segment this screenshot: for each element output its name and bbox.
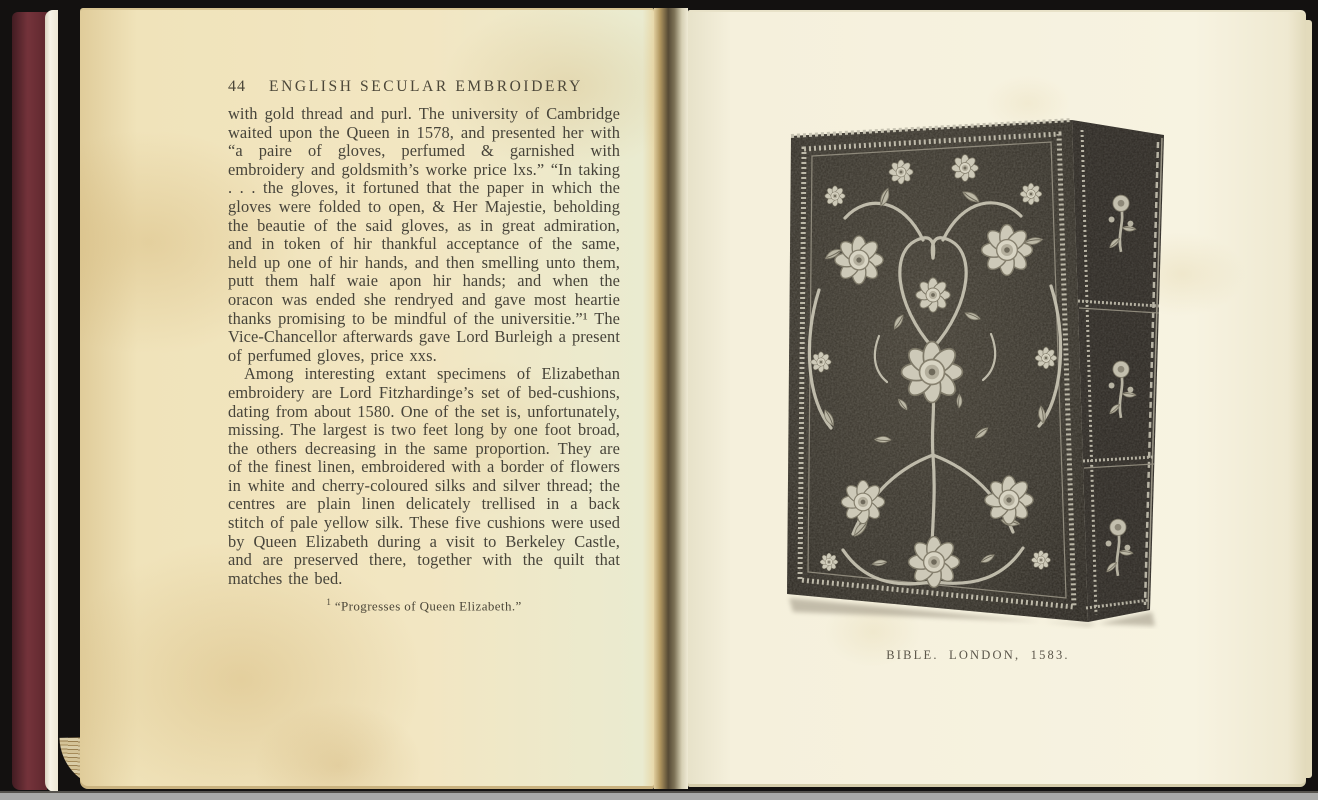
page-edge-right: [1306, 20, 1312, 778]
page-edge-white: [45, 10, 58, 792]
scanner-bed-strip: [0, 793, 1318, 800]
left-page: [80, 8, 654, 789]
plate-caption: BIBLE. LONDON, 1583.: [886, 648, 1070, 662]
plate-photo-embroidered-bible: [783, 110, 1183, 645]
book-cover-spine-left: [12, 12, 47, 790]
paragraph: Among interesting extant specimens of Elizabethan embroidery are Lord Fitzhardinge’s set of bed-cushions, dating from about 1580. One of the set is, unfortunately, missing. The largest is two feet long by one foot broad, the others decreasing in the same proportion. They are of the finest linen, embroidered with a border of flowers in white and cherry-coloured silks and silver thread; the centres are plain linen delicately trellised in a back stitch of pale yellow silk. These five cushions were used by Queen Elizabeth during a visit to Berkeley Castle, and are preserved there, together with the quilt that matches the bed.: [228, 364, 620, 588]
page-header: [228, 78, 620, 96]
page-number: 44: [228, 78, 246, 95]
footnote: [228, 597, 620, 614]
book-gutter: [654, 8, 688, 789]
right-page: [688, 10, 1306, 787]
running-title: ENGLISH SECULAR EMBROIDERY: [269, 78, 583, 95]
body-text: [228, 105, 620, 588]
footnote-text: “Progresses of Queen Elizabeth.”: [334, 598, 522, 614]
paragraph: with gold thread and purl. The university of Cambridge waited upon the Queen in 1578, and presented her with “a paire of gloves, perfumed & garnished with embroidery and goldsmith’s worke price lxs.” “In taking . . . the gloves, it fortuned that the paper in which the gloves were folded to open, & Her Majestie, beholding the beautie of the said gloves, as in great admiration, and in token of hir thankful acceptance of the same, held up one of hir hands, and then smelling unto them, putt them half waie apon hir hands; and when the oracon was ended she rendryed and gave most heartie thanks promising to be mindful of the universitie.”¹ The Vice-Chancellor afterwards gave Lord Burleigh a present of perfumed gloves, price xxs.: [228, 104, 620, 365]
left-page-content: [228, 78, 620, 615]
footnote-marker: 1: [326, 597, 332, 608]
